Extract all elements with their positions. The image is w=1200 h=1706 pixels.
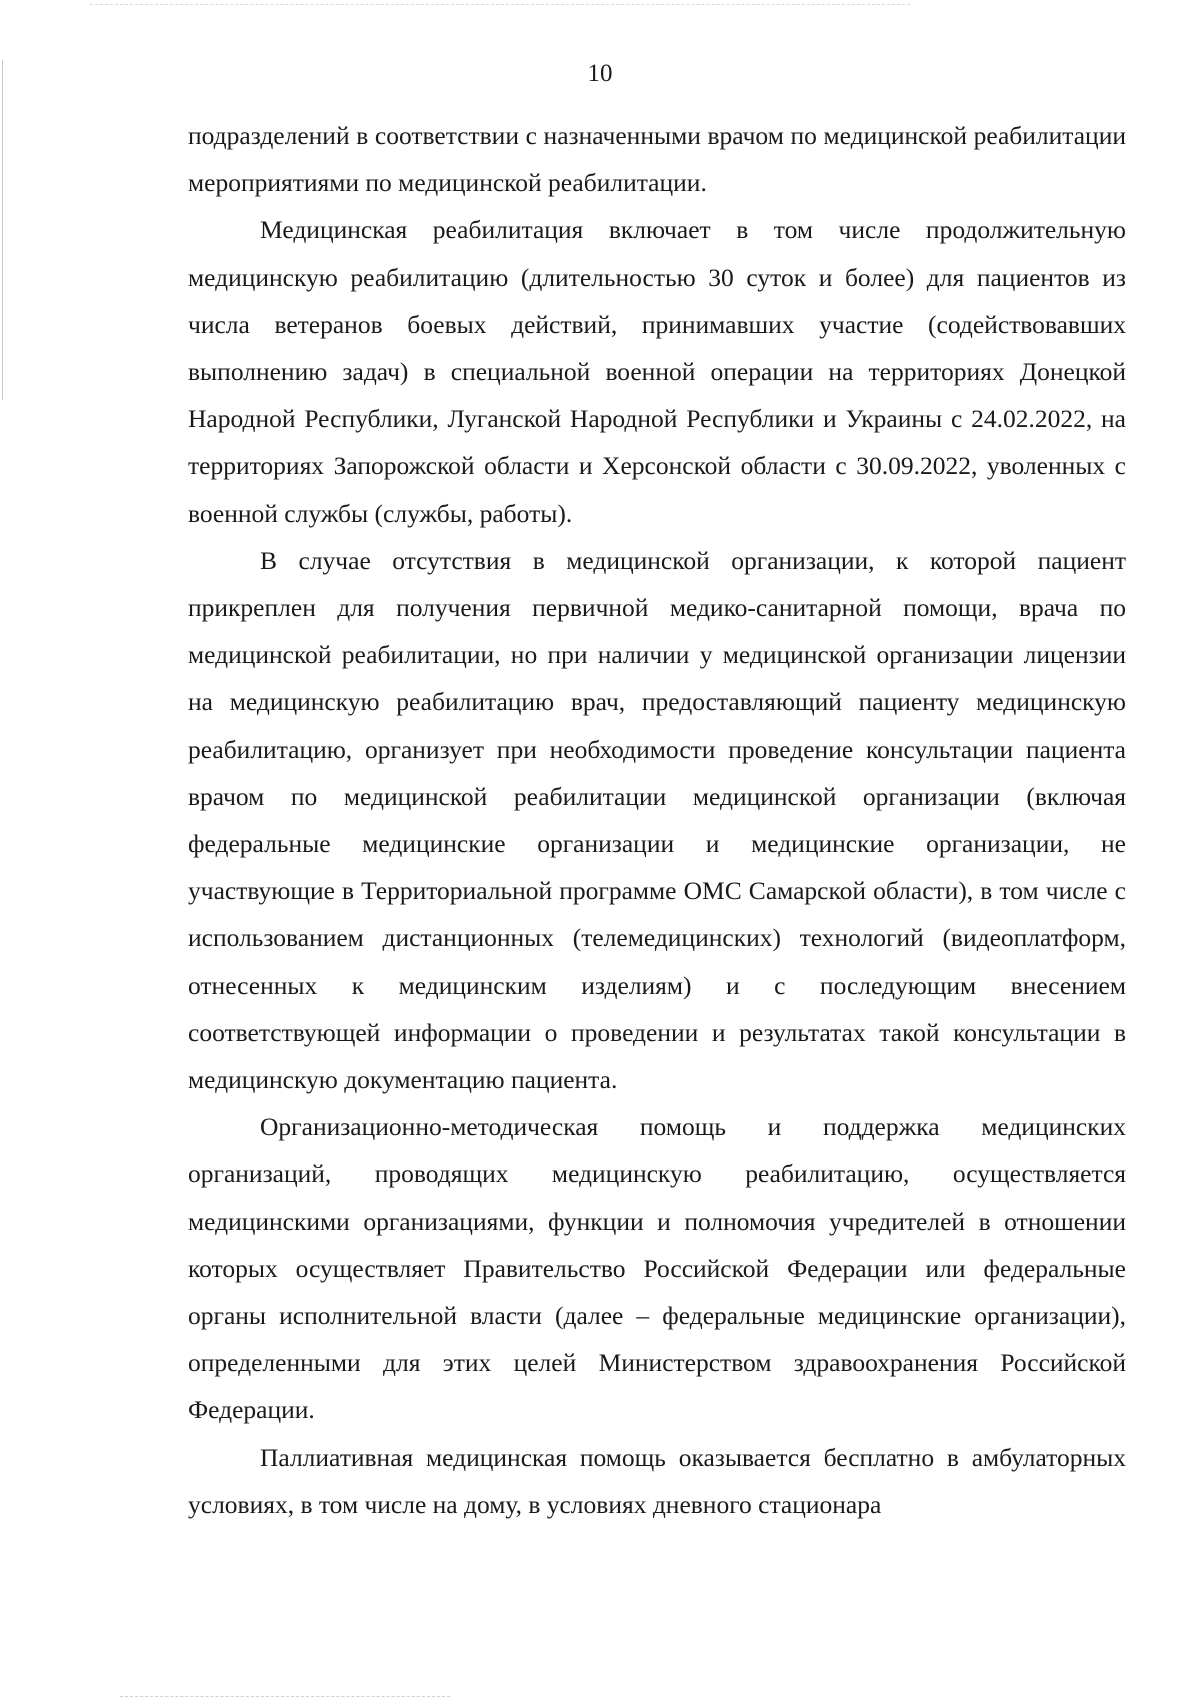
scan-top-edge <box>90 4 910 6</box>
page-number: 10 <box>587 60 613 87</box>
paragraph-continuation: подразделений в соответствии с назначенными врачом по медицинской реабилитации мероприятиями по медицинской реабилитации. <box>188 121 1126 198</box>
paragraph-rehabilitation-consultation: В случае отсутствия в медицинской организации, к которой пациент прикреплен для получения первичной медико-санитарной помощи, врача по медицинской реабилитации, но при наличии у медицинской организации лицензии на медицинскую реабилитацию врач, предоставляющий пациенту медицинскую реабилитацию, организует при необходимости проведение консультации пациента врачом по медицинской реабилитации медицинской организации (включая федеральные медицинские организации и медицинские организации, не участвующие в Территориальной программе ОМС Самарской области), в том числе с использованием дистанционных (телемедицинских) технологий (видеоплатформ, отнесенных к медицинским изделиям) и с последующим внесением соответствующей информации о проведении и результатах такой консультации в медицинскую документацию пациента. <box>188 545 1126 1095</box>
paragraph-methodical-support: Организационно-методическая помощь и поддержка медицинских организаций, проводящих медицинскую реабилитацию, осуществляется медицинскими организациями, функции и полномочия учредителей в отношении которых осуществляет Правительство Российской Федерации или федеральные органы исполнительной власти (далее – федеральные медицинские организации), определенными для этих целей Министерством здравоохранения Российской Федерации. <box>188 1112 1126 1425</box>
paragraph-palliative-care: Паллиативная медицинская помощь оказывается бесплатно в амбулаторных условиях, в том числе на дому, в условиях дневного стационара <box>188 1442 1126 1519</box>
document-body <box>188 112 1126 1528</box>
paragraph-rehabilitation-veterans: Медицинская реабилитация включает в том числе продолжительную медицинскую реабилитацию (длительностью 30 суток и более) для пациентов из числа ветеранов боевых действий, принимавших участие (содействовавших выполнению задач) в специальной военной операции на территориях Донецкой Народной Республики, Луганской Народной Республики и Украины с 24.02.2022, на территориях Запорожской области и Херсонской области с 30.09.2022, уволенных с военной службы (службы, работы). <box>188 215 1126 528</box>
scan-left-edge <box>2 60 3 400</box>
scan-bottom-edge <box>120 1696 450 1698</box>
